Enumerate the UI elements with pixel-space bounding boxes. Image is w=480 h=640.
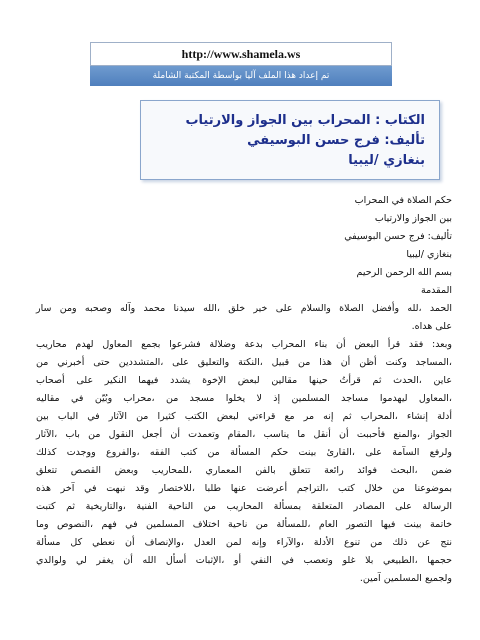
book-author: تأليف: فرج حسن البوسيفي [247, 133, 425, 148]
text-line: حكم الصلاة في المحراب [354, 195, 452, 206]
text-line: بنغازي /ليبيا [406, 249, 452, 260]
text-line: الجواز ،والمنع فأحببت أن أنقل ما يناسب ،المقام وتعمدت أن أجعل النقول من باب ،الآثار [36, 429, 452, 440]
text-line: الرسالة على المصادر المتعلقة بمسألة المحاريب من الناحية الفنية ،والتاريخية ثم كتبت [36, 501, 452, 512]
book-info-box [140, 100, 440, 180]
text-line: ولرفع السآمة على ،القارئ بينت حكم المسألة من كتب الفقه ،والفروع ووجدت كذلك [36, 447, 452, 458]
text-line: عاين ،الحدث ثم قرأتُ حينها مقالين لبعض الإخوة يشدد فيهما النكير على أصحاب [36, 375, 452, 386]
text-line: ،المساجد وكنت أظن أن هذا من قبيل ،النكتة والتعليق على ،المتشددين حتى أخبرني من [36, 357, 452, 368]
text-line: على هداه. [411, 321, 452, 332]
text-line: بين الجواز والارتياب [374, 213, 452, 224]
text-line: بموضوعنا من خلال كتب ،التراجم أعرضت عنها طلبا ،للاختصار وقد نبهت في آخر هذه [36, 483, 452, 494]
text-line: أدلة إنشاء ،المحراب ثم إنه مر مع قراءتي لبعض الكتب كثيرا من الآثار في الباب بين [36, 411, 452, 422]
text-line: نتج عن ذلك من تنوع الأدلة ،والآراء وإنه لمن العدل ،والإنصاف أن نعطي كل مسألة [36, 537, 452, 548]
generated-banner: تم إعداد هذا الملف آليا بواسطة المكتبة الشاملة [90, 66, 392, 86]
book-title: الكتاب : المحراب بين الجواز والارتياب [185, 113, 425, 128]
text-line: ضمن ،البحث فوائد رائعة تتعلق بالفن المعماري ،للمحاريب وبعض القصص تتعلق [36, 465, 452, 476]
text-line: المقدمة [420, 285, 452, 296]
document-body [36, 192, 452, 588]
text-line: خاتمة بينت فيها التصور العام ،للمسألة من ناحية اختلاف المسلمين في فهم ،النصوص وما [36, 519, 452, 530]
text-line: ،المعاول ليهدموا مساجد المسلمين إذ لا يخلوا مسجد من ،محراب وبُيّن في مقاليه [36, 393, 452, 404]
source-url[interactable]: http://www.shamela.ws [90, 42, 392, 66]
text-line: الحمد ،لله وأفضل الصلاة والسلام على خير خلق ،الله سيدنا محمد وآله وصحبه ومن سار [36, 303, 452, 314]
book-place: بنغازي /ليبيا [348, 153, 425, 168]
text-line: ولجميع المسلمين آمين. [359, 573, 452, 584]
text-line: حجمها ،الطبيعي بلا غلو وتعصب في النفي أو ،الإثبات أسأل الله أن يغفر لي ولوالدي [36, 555, 452, 566]
text-line: تأليف: فرج حسن البوسيفي [344, 231, 452, 242]
text-line: بسم الله الرحمن الرحيم [356, 267, 452, 278]
text-line: وبعد: فقد قرأ البعض أن بناء المحراب بدعة وضلالة فشرعوا بجمع المعاول لهدم محاريب [36, 339, 452, 350]
